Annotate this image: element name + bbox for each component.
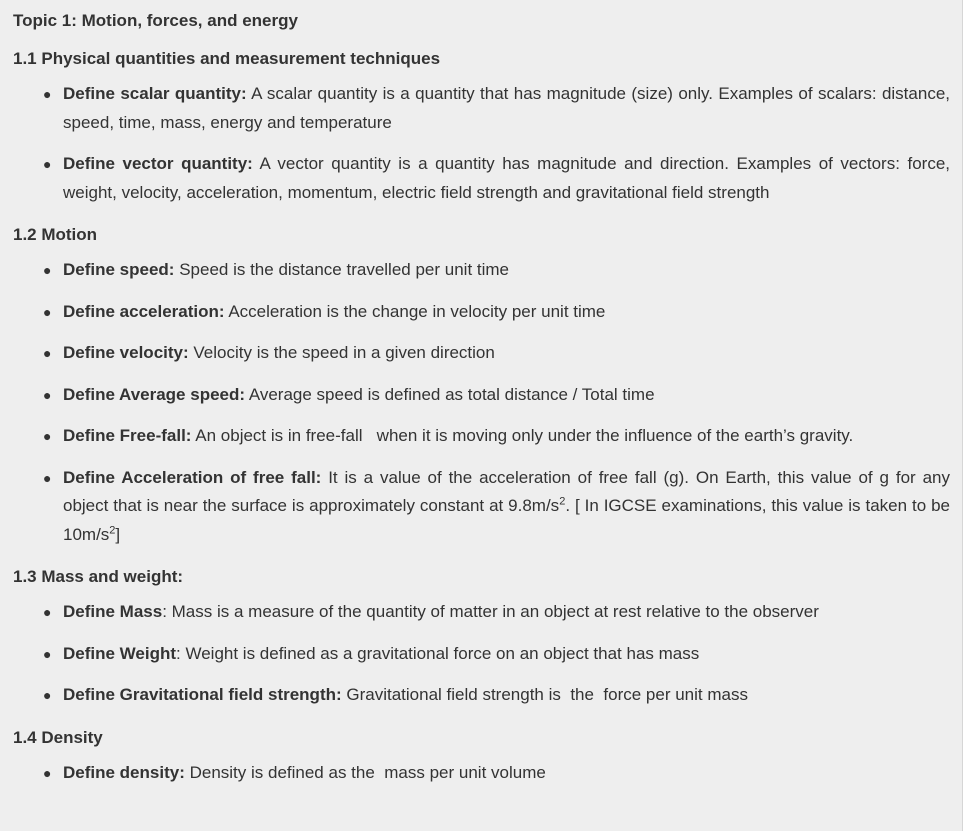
list-item — [43, 381, 950, 410]
bullet-icon: ● — [43, 645, 52, 662]
definition-list — [13, 598, 950, 710]
bullet-icon: ● — [43, 345, 52, 361]
bullet-icon: ● — [43, 386, 52, 403]
definition-text: Velocity is the speed in a given direction — [188, 343, 495, 362]
definition-text: . [ In IGCSE examinations, this value is taken to be 10m/s — [63, 496, 950, 544]
list-item — [43, 464, 950, 550]
definition-term: Define Average speed: — [63, 384, 246, 404]
definition-text: An object is in free-fall when it is moving only under the influence of the earth’s gravity. — [191, 426, 854, 445]
definition-text: ] — [115, 524, 121, 544]
definition-text: : Weight is defined as a gravitational force on an object that has mass — [176, 643, 700, 663]
definition-term: Define speed: — [63, 260, 175, 279]
definition-term: Define Free-fall: — [63, 426, 192, 445]
definition-text: A vector quantity is a quantity has magnitude and direction. Examples of vectors: force, weight, velocity, acceleration, momentum, electric field strength and gravitational field strength — [63, 154, 951, 202]
superscript: 2 — [109, 523, 116, 536]
definition-term: Define vector quantity: — [63, 154, 253, 173]
bullet-icon: ● — [43, 687, 52, 703]
definition-term: Define density: — [63, 762, 185, 782]
list-item — [43, 640, 950, 669]
section-heading: 1.2 Motion — [13, 225, 98, 244]
section-heading: 1.4 Density — [13, 727, 103, 747]
list-item — [43, 422, 950, 451]
definition-term: Define acceleration: — [63, 301, 225, 321]
definition-list — [13, 256, 950, 549]
definition-term: Define Acceleration of free fall: — [63, 467, 322, 487]
list-item — [43, 598, 950, 627]
bullet-icon: ● — [43, 469, 52, 486]
bullet-icon: ● — [43, 262, 52, 278]
list-item — [43, 298, 950, 327]
definition-list — [13, 80, 950, 207]
definition-term: Define Weight — [63, 643, 177, 663]
list-item — [43, 150, 951, 207]
list-item — [43, 339, 950, 368]
list-item — [43, 80, 950, 137]
list-item — [43, 256, 950, 285]
bullet-icon: ● — [43, 604, 52, 620]
definition-text: A scalar quantity is a quantity that has magnitude (size) only. Examples of scalars: distance, speed, time, mass, energy and temperature — [63, 84, 950, 132]
definition-text: Gravitational field strength is the force per unit mass — [341, 685, 748, 704]
section-heading: 1.3 Mass and weight: — [13, 567, 184, 586]
list-item — [43, 681, 950, 710]
topic-title: Topic 1: Motion, forces, and energy — [13, 11, 298, 30]
definition-text: Average speed is defined as total distance / Total time — [245, 384, 655, 404]
definition-text: It is a value of the acceleration of free fall (g). On Earth, this value of g for any object that is near the surface is approximately constant at 9.8m/s — [63, 467, 950, 515]
definition-term: Define Gravitational field strength: — [63, 685, 342, 704]
bullet-icon: ● — [43, 764, 52, 781]
bullet-icon: ● — [43, 428, 52, 444]
definition-text: Density is defined as the mass per unit volume — [184, 762, 546, 782]
superscript: 2 — [559, 495, 566, 508]
definition-term: Define velocity: — [63, 343, 189, 362]
bullet-icon: ● — [43, 86, 52, 102]
definition-term: Define Mass — [63, 602, 163, 621]
section-heading: 1.1 Physical quantities and measurement techniques — [13, 49, 441, 68]
definition-list — [13, 759, 950, 788]
bullet-icon: ● — [43, 156, 52, 172]
definition-term: Define scalar quantity: — [63, 84, 247, 103]
definition-text: Acceleration is the change in velocity per unit time — [224, 301, 606, 321]
list-item — [43, 759, 950, 788]
definition-text: : Mass is a measure of the quantity of matter in an object at rest relative to the observer — [162, 602, 819, 621]
bullet-icon: ● — [43, 303, 52, 320]
definition-text: Speed is the distance travelled per unit time — [174, 260, 510, 279]
